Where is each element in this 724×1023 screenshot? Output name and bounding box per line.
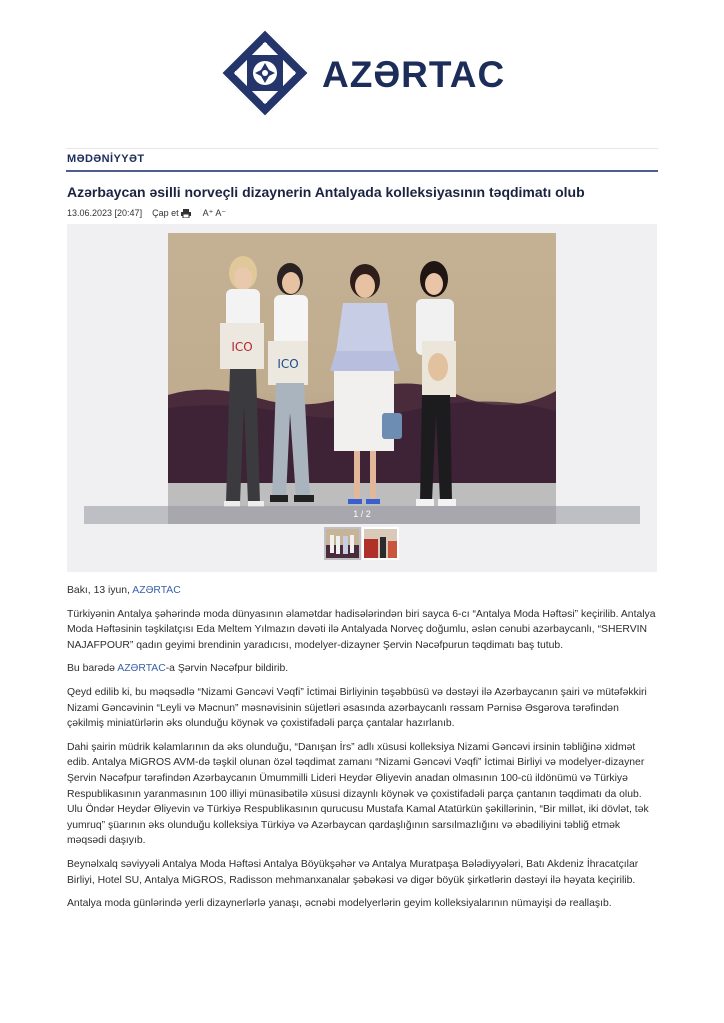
article-meta [67, 207, 226, 219]
azertac-link[interactable]: AZƏRTAC [132, 585, 181, 596]
paragraph-2-prefix: Bu barədə [67, 663, 115, 675]
gallery-counter: 1 / 2 [353, 509, 371, 519]
header-divider [66, 148, 658, 149]
paragraph-6: Antalya moda günlərində yerli dizaynerlərlə yanaşı, əcnəbi modelyerlərin geyim kolleksiyalarının nümayişi də reallaşıb. [67, 898, 612, 910]
gallery-thumbnail-1[interactable] [324, 527, 361, 560]
dateline-text: Bakı, 13 iyun, [67, 585, 130, 596]
gallery-thumbnail-2[interactable] [362, 527, 399, 560]
gallery-main-photo[interactable] [168, 233, 556, 524]
site-logo[interactable] [222, 30, 512, 116]
font-size-controls[interactable]: A⁺ A⁻ [202, 207, 227, 218]
paragraph-5: Beynəlxalq səviyyəli Antalya Moda Həftəsi Antalya Böyükşəhər və Antalya Muratpaşa Bələdiyyələri, Batı Akdeniz İhracatçılar Birliyi, Hotel SU, Antalya MiGROS, Radisson mehmanxanalar şəbəkəsi və digər böyük şirkətlərin dəstəyi ilə həyata keçirilib. [67, 858, 639, 886]
brand-name: AZƏRTAC [322, 54, 506, 95]
paragraph-2-suffix: -a Şərvin Nəcəfpur bildirib. [165, 663, 289, 675]
paragraph-4: Dahi şairin müdrik kəlamlarının da əks olunduğu, “Danışan İrs” adlı xüsusi kolleksiya Nizami Gəncəvi irsinin təbliğinə xidmət edib. Antalya MiGROS AVM-də təşkil olunan özəl təqdimat zamanı “Nizami Gəncəvi Vəqfi” İctimai Birliyi və modelyer-dizayner Şervin Nəcəfpur tərəfindən Azərbaycanın Ümummilli Lideri Heydər Əliyevin anadan olmasının 100-cü ildönümü və Türkiyə Respublikasının yaranmasının 100 illiyi münasibətilə xüsusi dizaynlı köynək və çoxistifadəli parça çantanın təqdimatı da olub. Ulu Öndər Heydər Əliyevin və Türkiyə Respublikasının qurucusu Mustafa Kamal Atatürkün şəkillərinin, “Bir millət, iki dövlət, tək yumruq” şüarının əks olunduğu kolleksiya Türkiyə və Azərbaycan qardaşlığının sarsılmazlığını və əbədiliyini təbliğ etmək məqsədi daşıyıb. [67, 741, 649, 847]
paragraph-2 [67, 661, 657, 677]
article-body [67, 583, 657, 920]
section-divider [66, 170, 658, 172]
photo-scene [168, 233, 556, 524]
printer-icon [181, 209, 191, 218]
thumbnail-image [364, 529, 397, 558]
print-button[interactable] [152, 208, 191, 218]
article-dateline [67, 583, 657, 599]
article-title: Azərbaycan əsilli norveçli dizaynerin Antalyada kolleksiyasının təqdimatı olub [67, 184, 585, 200]
photo-gallery [67, 224, 657, 572]
section-label[interactable]: MƏDƏNİYYƏT [67, 153, 145, 165]
azertac-inline-link[interactable]: AZƏRTAC [117, 663, 166, 675]
svg-text:ICO: ICO [231, 340, 253, 354]
gallery-counter-bar [84, 506, 640, 524]
print-label: Çap et [152, 208, 179, 218]
svg-text:ICO: ICO [277, 357, 299, 371]
paragraph-1: Türkiyənin Antalya şəhərində moda dünyasının əlamətdar hadisələrindən biri sayca 6-cı “Antalya Moda Həftəsi” keçirilib. Antalya Moda Həftəsinin təşkilatçısı Eda Meltem Yılmazın dəvəti ilə Antalyada Norveç doğumlu, əslən cənubi azərbaycanlı, “SHERVIN NAJAFPOUR” qadın geyimi brendinin yaradıcısı, modelyer-dizayner Şervin Nəcəfpurun təqdimatı baş tutub. [67, 608, 656, 651]
thumbnail-image [326, 529, 359, 558]
article-date: 13.06.2023 [20:47] [67, 208, 143, 218]
azertac-logo-mark-icon [222, 30, 308, 116]
paragraph-3: Qeyd edilib ki, bu məqsədlə “Nizami Gəncəvi Vəqfi” İctimai Birliyinin təşəbbüsü və dəstəyi ilə Azərbaycanın şairi və mütəfəkkiri Nizami Gəncəvinin “Leyli və Məcnun” məsnəvisinin süjetləri əsasında azərbaycanlı rəssam Pərnisə Əsgərova tərəfindən çəkilmiş miniatürlərin əks olunduğu köynək və çoxistifadəli parça çantalar hazırlanıb. [67, 686, 647, 730]
